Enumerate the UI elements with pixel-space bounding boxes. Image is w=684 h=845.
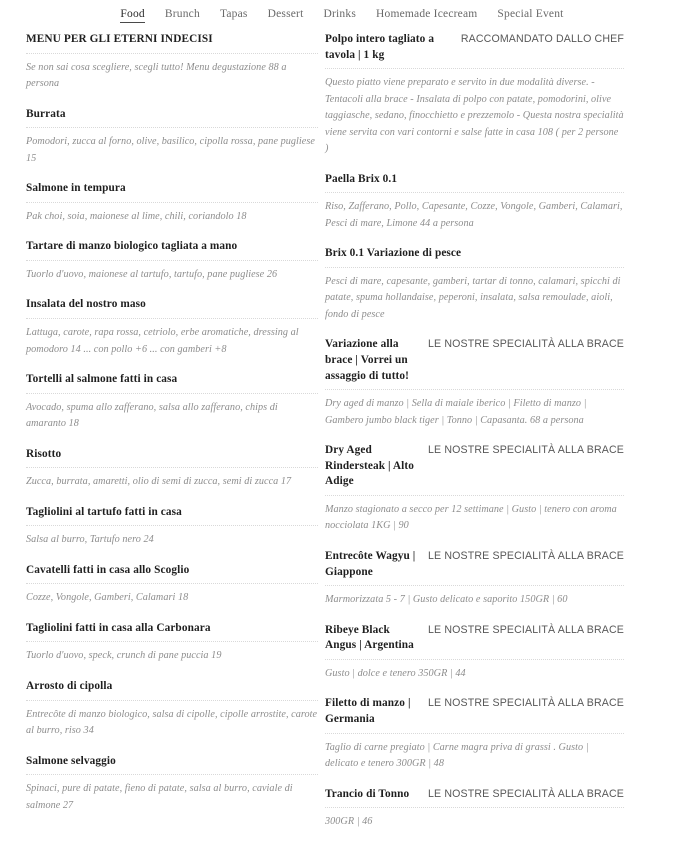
menu-item-description: Dry aged di manzo | Sella di maiale iberico | Filetto di manzo | Gambero jumbo black tiger | Tonno | Capasanta. 68 a persona (325, 398, 587, 426)
nav-tab-tapas[interactable]: Tapas (219, 8, 248, 20)
menu-item (26, 181, 318, 225)
menu-item (26, 32, 318, 93)
menu-item-title: Filetto di manzo | Germania (325, 697, 411, 725)
menu-item-description: Lattuga, carote, rapa rossa, cetriolo, erbe aromatiche, dressing al pomodoro 14 ... con pollo +6 ... con gamberi +8 (26, 326, 299, 355)
menu-item (325, 32, 624, 158)
menu-item-header (325, 696, 624, 727)
menu-item-description: Pesci di mare, capesante, gamberi, tartar di tonno, calamari, spicchi di patate, spuma hollandaise, peperoni, insalata, salsa remoulade, aioli, fondo di pesce (325, 275, 621, 320)
menu-item-divider (26, 583, 318, 584)
menu-item-header (26, 239, 318, 255)
menu-item-description: Pomodori, zucca al forno, olive, basilico, cipolla rossa, pane pugliese 15 (26, 136, 315, 164)
menu-item-header (26, 372, 318, 388)
menu-item (26, 679, 318, 740)
menu-item-divider (26, 774, 318, 775)
menu-item-title: Entrecôte Wagyu | Giappone (325, 550, 416, 578)
menu-item-description: Taglio di carne pregiato | Carne magra priva di grassi . Gusto | delicato e tenero 300GR | 48 (325, 741, 589, 770)
menu-item-header (26, 447, 318, 463)
menu-item-title: Ribeye Black Angus | Argentina (325, 623, 414, 652)
menu-item-header (325, 337, 624, 384)
menu-item-title: Polpo intero tagliato a tavola | 1 kg (325, 33, 435, 61)
menu-item-header (26, 505, 318, 521)
menu-item-title: Salmone selvaggio (26, 754, 116, 767)
menu-item-description: Riso, Zafferano, Pollo, Capesante, Cozze, Vongole, Gamberi, Calamari, Pesci di mare, Limone 44 a persona (325, 201, 623, 229)
menu-item (325, 246, 624, 323)
menu-item-header (26, 181, 318, 197)
menu-item-title: Insalata del nostro maso (26, 298, 146, 311)
menu-item-title: Variazione alla brace | Vorrei un assaggio di tutto! (325, 338, 410, 382)
menu-item-divider (325, 807, 624, 808)
menu-item-title: Tartare di manzo biologico tagliata a mano (26, 240, 238, 253)
menu-item-description: Zucca, burrata, amaretti, olio di semi di zucca, semi di zucca 17 (26, 476, 292, 488)
nav-tab-brunch[interactable]: Brunch (164, 8, 200, 20)
menu-item-title: Risotto (26, 447, 62, 460)
menu-item (325, 172, 624, 233)
menu-item-divider (26, 641, 318, 642)
menu-item-header (325, 623, 624, 654)
menu-column-right (318, 32, 684, 845)
menu-item-badge: LE NOSTRE SPECIALITÀ ALLA BRACE (428, 787, 624, 800)
menu-item (325, 337, 624, 429)
nav-tab-homemade-icecream[interactable]: Homemade Icecream (376, 8, 478, 20)
menu-item-header (26, 107, 318, 123)
menu-category-nav[interactable] (0, 0, 684, 26)
menu-item-badge: LE NOSTRE SPECIALITÀ ALLA BRACE (428, 444, 624, 457)
menu-item-description: Manzo stagionato a secco per 12 settimane | Gusto | tenero con aroma nocciolata 1KG | 90 (325, 503, 617, 532)
menu-item-divider (26, 525, 318, 526)
menu-item-divider (325, 192, 624, 193)
nav-tab-special-event[interactable]: Special Event (497, 8, 564, 20)
menu-item-divider (325, 68, 624, 69)
menu-item (26, 447, 318, 491)
menu-item-header (26, 621, 318, 637)
menu-item (26, 297, 318, 358)
menu-item-divider (26, 202, 318, 203)
menu-item-divider (325, 495, 624, 496)
menu-item-title: Trancio di Tonno (325, 787, 410, 800)
menu-item-description: Avocado, spuma allo zafferano, salsa allo zafferano, chips di amaranto 18 (26, 401, 278, 430)
menu-item-description: Cozze, Vongole, Gamberi, Calamari 18 (26, 592, 189, 604)
menu-item-header (26, 754, 318, 770)
menu-item (26, 621, 318, 665)
menu-item-description: Marmorizzata 5 - 7 | Gusto delicato e saporito 150GR | 60 (325, 594, 568, 606)
menu-item-divider (325, 733, 624, 734)
menu-item-divider (325, 267, 624, 268)
menu-item-divider (26, 700, 318, 701)
menu-item-divider (325, 659, 624, 660)
menu-item (26, 563, 318, 607)
menu-item-description: Spinaci, pure di patate, fieno di patate, salsa al burro, caviale di salmone 27 (26, 783, 293, 811)
menu-item (26, 239, 318, 283)
menu-item-title: Cavatelli fatti in casa allo Scoglio (26, 563, 190, 576)
menu-item-divider (26, 318, 318, 319)
nav-tab-food[interactable]: Food (120, 8, 144, 23)
menu-item (325, 696, 624, 772)
menu-item-title: Tagliolini al tartufo fatti in casa (26, 505, 182, 518)
menu-item-title: MENU PER GLI ETERNI INDECISI (26, 33, 213, 45)
menu-item-title: Brix 0.1 Variazione di pesce (325, 247, 462, 260)
menu-item (26, 754, 318, 815)
menu-columns (0, 26, 684, 845)
nav-tab-dessert[interactable]: Dessert (267, 8, 304, 20)
menu-item-header (325, 443, 624, 490)
menu-item-badge: LE NOSTRE SPECIALITÀ ALLA BRACE (428, 697, 624, 710)
menu-item-header (325, 549, 624, 580)
menu-item-divider (26, 467, 318, 468)
menu-item-description: Tuorlo d'uovo, maionese al tartufo, tartufo, pane pugliese 26 (26, 268, 278, 280)
menu-item-description: Pak choi, soia, maionese al lime, chili, coriandolo 18 (26, 210, 247, 222)
menu-item-header (26, 297, 318, 313)
menu-column-left (0, 32, 318, 828)
menu-item-divider (26, 53, 318, 54)
menu-item-header (325, 32, 624, 63)
menu-item (26, 372, 318, 433)
menu-item-title: Dry Aged Rindersteak | Alto Adige (325, 444, 415, 488)
menu-item (325, 787, 624, 831)
menu-item-divider (26, 393, 318, 394)
nav-tab-drinks[interactable]: Drinks (323, 8, 356, 20)
menu-item-badge: LE NOSTRE SPECIALITÀ ALLA BRACE (428, 338, 624, 351)
menu-item-title: Tagliolini fatti in casa alla Carbonara (26, 621, 211, 634)
menu-item-header (325, 787, 624, 803)
menu-item-description: 300GR | 46 (325, 816, 373, 828)
menu-item-description: Tuorlo d'uovo, speck, crunch di pane puccia 19 (26, 650, 222, 662)
menu-item-description: Questo piatto viene preparato e servito in due modalità diverse. - Tentacoli alla brace - Insalata di polpo con patate, pomodorini, olive taggiasche, sedano, finocchietto e prezzemolo - Questa nostra specialità viene servita con vari contorni e salse fatte in casa 108 ( per 2 persone ) (325, 77, 624, 155)
menu-item-badge: LE NOSTRE SPECIALITÀ ALLA BRACE (428, 550, 624, 562)
menu-item-divider (26, 127, 318, 128)
menu-item (26, 107, 318, 168)
menu-item-badge: RACCOMANDATO DALLO CHEF (460, 33, 624, 45)
menu-item-divider (325, 389, 624, 390)
menu-item-description: Gusto | dolce e tenero 350GR | 44 (325, 667, 466, 679)
menu-item-header (26, 563, 318, 579)
menu-item (325, 549, 624, 609)
menu-item-title: Tortelli al salmone fatti in casa (26, 373, 178, 386)
menu-item-description: Entrecôte di manzo biologico, salsa di cipolle, cipolle arrostite, carote al burro, riso 34 (26, 708, 318, 737)
menu-item-badge: LE NOSTRE SPECIALITÀ ALLA BRACE (428, 623, 624, 636)
menu-item (325, 623, 624, 683)
menu-item-header (325, 172, 624, 188)
menu-item (26, 505, 318, 549)
menu-item-title: Arrosto di cipolla (26, 680, 113, 692)
menu-item-title: Salmone in tempura (26, 182, 126, 195)
menu-item-header (325, 246, 624, 262)
menu-item-title: Paella Brix 0.1 (325, 172, 398, 185)
menu-item-description: Salsa al burro, Tartufo nero 24 (26, 534, 154, 546)
menu-item (325, 443, 624, 535)
menu-item-header (26, 679, 318, 695)
menu-item-divider (325, 585, 624, 586)
menu-item-divider (26, 260, 318, 261)
menu-item-header (26, 32, 318, 48)
menu-item-title: Burrata (26, 107, 66, 120)
menu-item-description: Se non sai cosa scegliere, scegli tutto! Menu degustazione 88 a persona (26, 61, 287, 90)
